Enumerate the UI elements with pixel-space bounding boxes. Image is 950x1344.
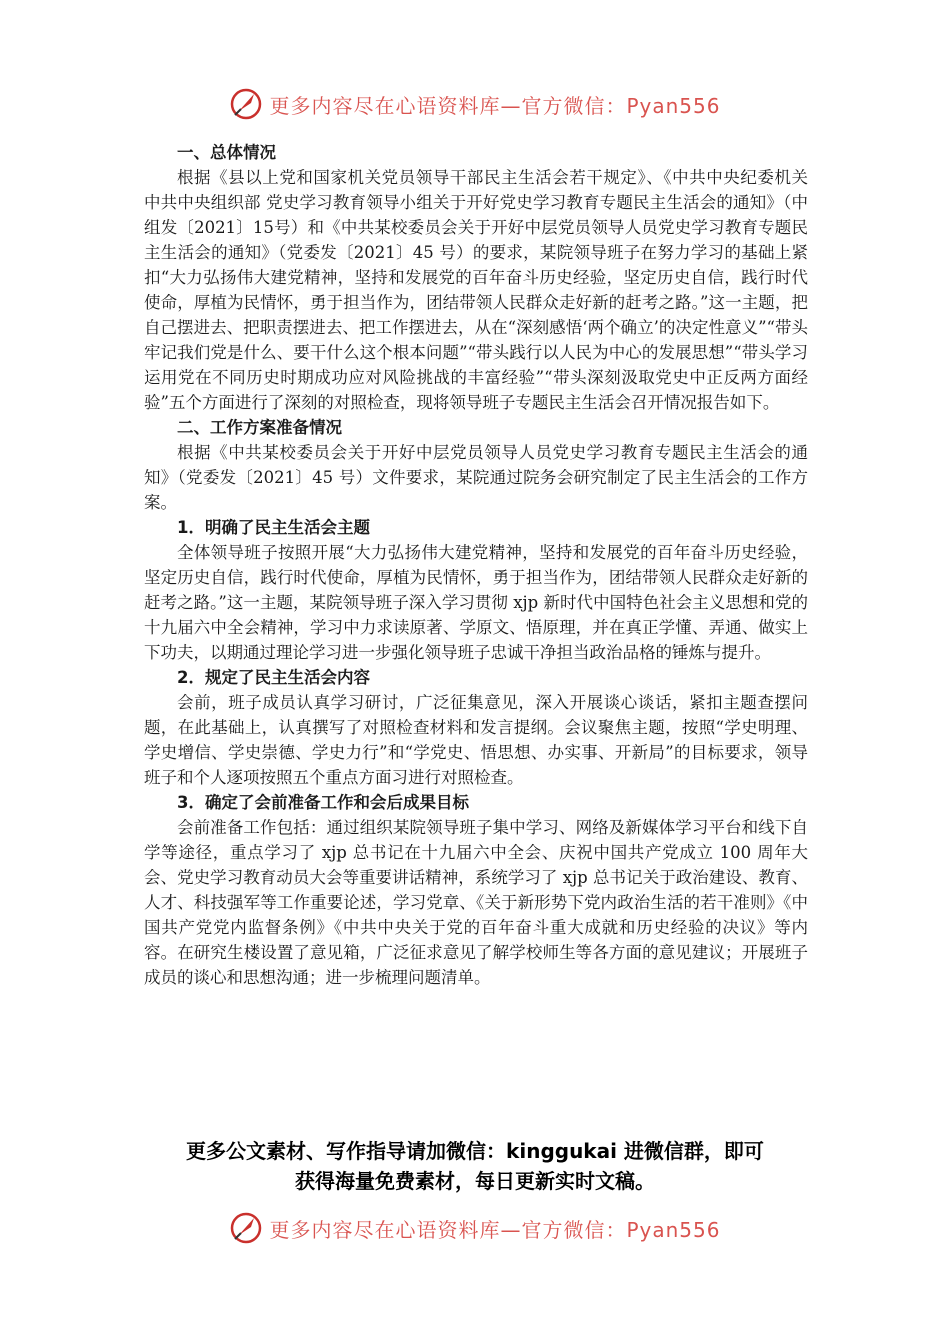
subsection-heading: 3．确定了会前准备工作和会后成果目标 [177,793,469,812]
header-banner [0,84,950,124]
body-paragraph: 根据《县以上党和国家机关党员领导干部民主生活会若干规定》、《中共中央纪委机关 中共中央组织部 党史学习教育领导小组关于开好党史学习教育专题民主生活会的通知》（中组发〔2021〕15号）和《中共某校委员会关于开好中层党员领导人员党史学习教育专题民主生活会的通知》（党委发〔2021〕45 号）的要求，某院领导班子在努力学习的基础上紧扣“大力弘扬伟大建党精神，坚持和发展党的百年奋斗历史经验，坚定历史自信，践行时代使命，厚植为民情怀，勇于担当作为，团结带领人民群众走好新的赶考之路。”这一主题，把自己摆进去、把职责摆进去、把工作摆进去，从在“深刻感悟‘两个确立’的决定性意义”“带头牢记我们党是什么、要干什么这个根本问题”“带头践行以人民为中心的发展思想”“带头学习运用党在不同历史时期成功应对风险挑战的丰富经验”“带头深刻汲取党史中正反两方面经验”五个方面进行了深刻的对照检查，现将领导班子专题民主生活会召开情况报告如下。 [144,168,825,412]
section-heading: 一、总体情况 [177,143,276,162]
subsection-heading: 1．明确了民主生活会主题 [177,518,370,537]
quill-logo-icon [229,1211,263,1245]
subsection-heading: 2．规定了民主生活会内容 [177,668,370,687]
quill-logo-icon [229,87,263,121]
body-paragraph: 会前准备工作包括：通过组织某院领导班子集中学习、网络及新媒体学习平台和线下自学等途径，重点学习了 xjp 总书记在十九届六中全会、庆祝中国共产党成立 100 周年大会、党史学习教育动员大会等重要讲话精神，系统学习了 xjp 总书记关于政治建设、教育、人才、科技强军等工作重要论述，学习党章、《关于新形势下党内政治生活的若干准则》《中国共产党党内监督条例》《中共中央关于党的百年奋斗重大成就和历史经验的决议》等内容。在研究生楼设置了意见箱，广泛征求意见了解学校师生等各方面的意见建议；开展班子成员的谈心和思想沟通；进一步梳理问题清单。 [144,818,808,987]
footer-banner [0,1208,950,1248]
section-heading: 二、工作方案准备情况 [177,418,342,437]
body-paragraph: 全体领导班子按照开展“大力弘扬伟大建党精神，坚持和发展党的百年奋斗历史经验，坚定历史自信，践行时代使命，厚植为民情怀，勇于担当作为，团结带领人民群众走好新的赶考之路。”这一主题，某院领导班子深入学习贯彻 xjp 新时代中国特色社会主义思想和党的十九届六中全会精神，学习中力求读原著、学原文、悟原理，并在真正学懂、弄通、做实上下功夫，以期通过理论学习进一步强化领导班子忠诚干净担当政治品格的锤炼与提升。 [144,543,808,662]
footer-banner-text: 更多内容尽在心语资料库—官方微信：Pyan556 [269,1217,721,1242]
footer-promo-note [120,1136,830,1196]
document-body [144,140,825,990]
body-paragraph: 根据《中共某校委员会关于开好中层党员领导人员党史学习教育专题民主生活会的通知》（党委发〔2021〕45 号）文件要求，某院通过院务会研究制定了民主生活会的工作方案。 [144,443,808,512]
footer-note-line: 获得海量免费素材，每日更新实时文稿。 [295,1169,655,1193]
footer-note-line: 更多公文素材、写作指导请加微信：kinggukai 进微信群，即可 [186,1139,764,1163]
header-banner-text: 更多内容尽在心语资料库—官方微信：Pyan556 [269,93,721,118]
body-paragraph: 会前，班子成员认真学习研讨，广泛征集意见，深入开展谈心谈话，紧扣主题查摆问题，在此基础上，认真撰写了对照检查材料和发言提纲。会议聚焦主题，按照“学史明理、学史增信、学史崇德、学史力行”和“学党史、悟思想、办实事、开新局”的目标要求，领导班子和个人逐项按照五个重点方面习进行对照检查。 [144,693,808,787]
